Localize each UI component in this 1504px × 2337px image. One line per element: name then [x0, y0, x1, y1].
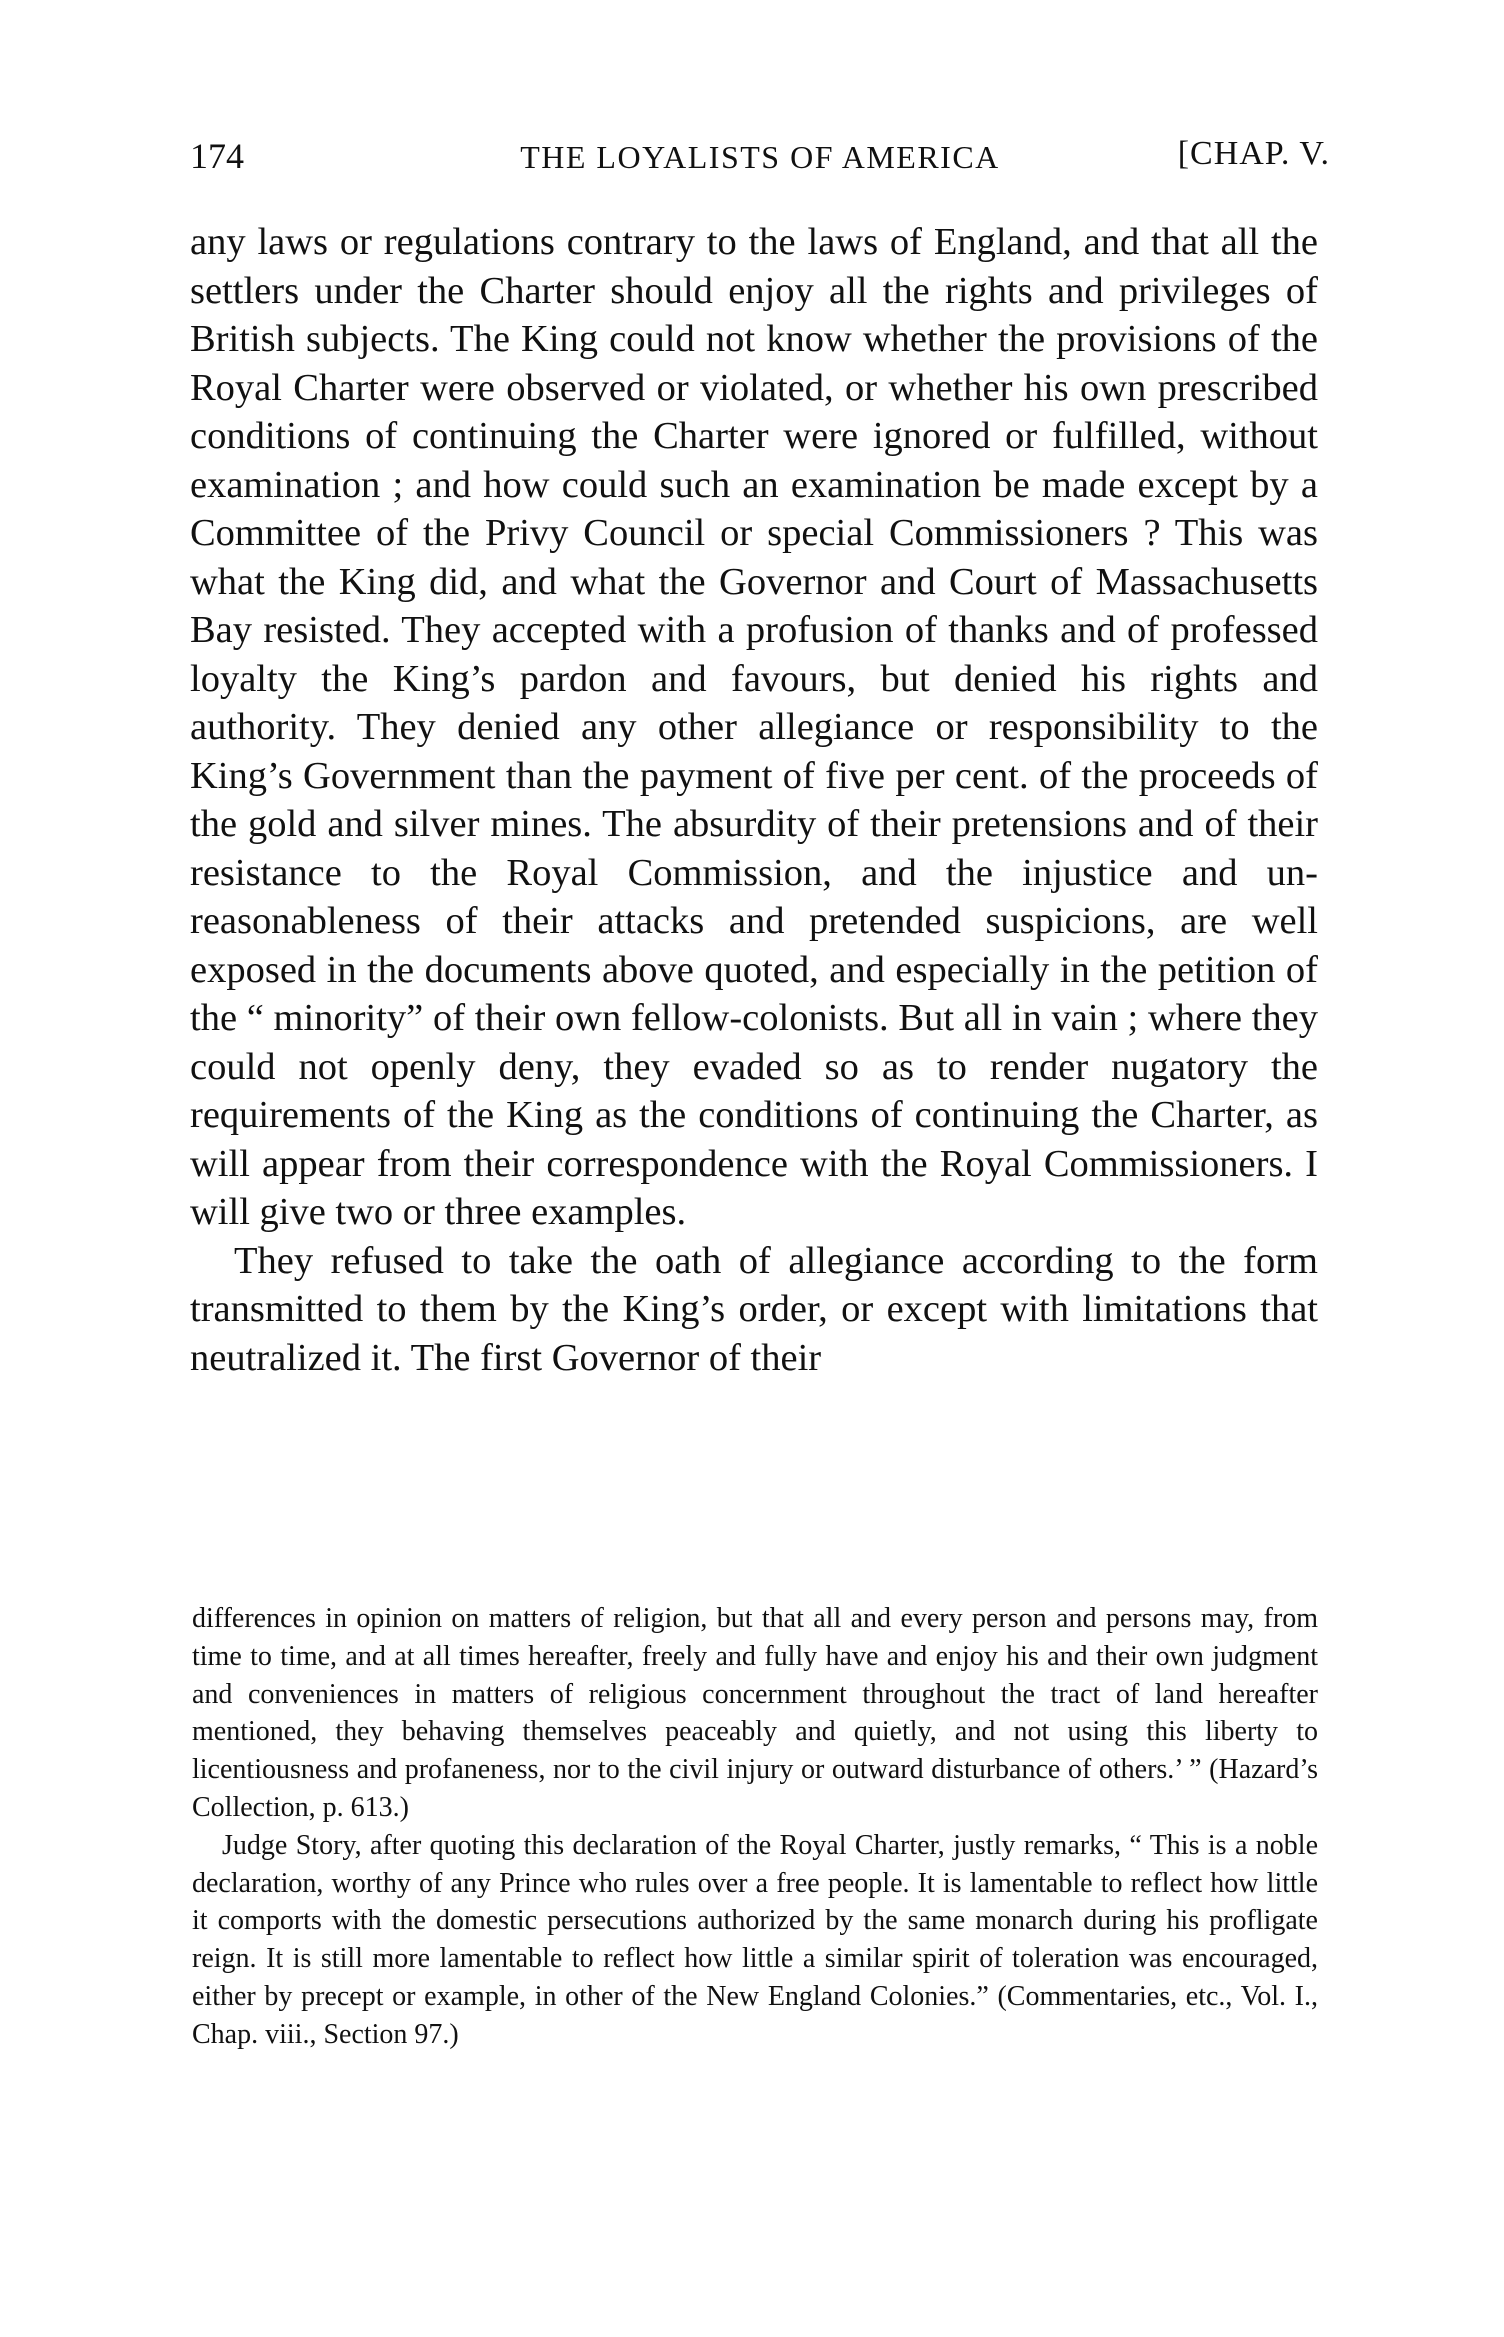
body-paragraph: any laws or regulations contrary to the laws of England, and that all the settlers under the Charter should enjoy all the rights and privileges of British subjects. The King could not know whether the provisions of the Royal Charter were observed or violated, or whether his own prescribed conditions of continuing the Charter were ignored or fulfilled, without examination ; and how could such an examination be made except by a Committee of the Privy Council or special Commissioners ? This was what the King did, and what the Governor and Court of Massachusetts Bay resisted. They accepted with a profusion of thanks and of professed loyalty the King’s pardon and favours, but denied his rights and authority. They denied any other allegiance or responsibility to the King’s Government than the payment of five per cent. of the proceeds of the gold and silver mines. The absurdity of their pretensions and of their resistance to the Royal Commission, and the injustice and unreasonableness of their attacks and pretended suspicions, are well exposed in the documents above quoted, and especially in the petition of the “ minority” of their own fellow-colonists. But all in vain ; where they could not openly deny, they evaded so as to render nugatory the requirements of the King as the conditions of continuing the Charter, as will appear from their correspondence with the Royal Commissioners. I will give two or three examples. — [190, 221, 1318, 1233]
footnote — [192, 1600, 1318, 2054]
page-header — [190, 135, 1330, 195]
footnote-paragraph: differences in opinion on matters of religion, but that all and every person and persons may, from time to time, and at all times hereafter, freely and fully have and enjoy his and their own judgment and conveniences in matters of religious concernment throughout the tract of land hereafter mentioned, they behaving themselves peaceably and quietly, and not using this liberty to licentiousness and profaneness, nor to the civil injury or outward disturbance of others.’ ” (Hazard’s Collection, p. 613.) — [192, 1603, 1318, 1823]
chapter-reference: [CHAP. V. — [1177, 135, 1330, 172]
footnote-paragraph: Judge Story, after quoting this declaration of the Royal Charter, justly remarks, “ This is a noble declaration, worthy of any Prince who rules over a free people. It is lamentable to reflect how little it comports with the domestic persecutions authorized by the same monarch during his profligate reign. It is still more lamentable to reflect how little a similar spirit of toleration was encouraged, either by precept or example, in other of the New England Colonies.” (Commentaries, etc., Vol. I., Chap. viii., Section 97.) — [192, 1829, 1318, 2050]
running-title: THE LOYALISTS OF AMERICA — [520, 139, 1000, 175]
page-number: 174 — [190, 136, 244, 176]
body-paragraph: They refused to take the oath of allegiance according to the form transmitted to them by the King’s order, or except with limitations that neutralized it. The first Governor of their — [190, 1239, 1318, 1379]
body-text — [190, 218, 1318, 1382]
